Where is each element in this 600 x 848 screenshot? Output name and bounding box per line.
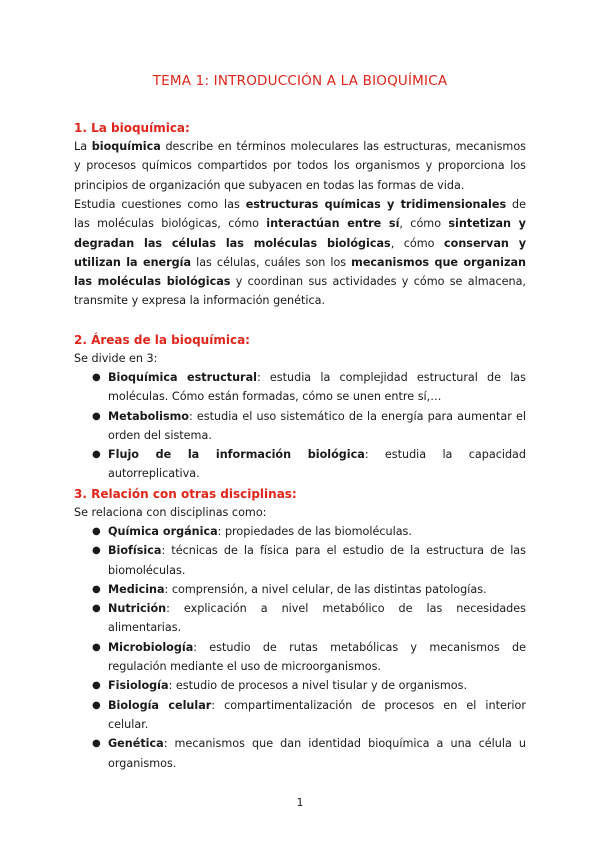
item-text: : propiedades de las biomoléculas. <box>217 525 412 538</box>
item-text: : comprensión, a nivel celular, de las distintas patologías. <box>164 582 487 596</box>
bold-term: bioquímica <box>91 140 161 153</box>
list-item <box>92 541 526 580</box>
bullet-icon: ● <box>92 449 101 461</box>
areas-list <box>92 368 526 484</box>
item-text: : técnicas de la física para el estudio de la estructura de las biomoléculas. <box>108 544 526 577</box>
bold-term: interactúan entre sí <box>266 217 400 231</box>
text-run: describe en términos moleculares las estructuras, mecanismos y procesos químicos compartidos por todos los organismos y proporciona los principios de organización que subyacen en todas las formas de vida. <box>74 140 526 192</box>
bullet-icon: ● <box>92 738 101 750</box>
disciplines-list <box>92 522 526 773</box>
bold-term: Medicina <box>108 582 165 596</box>
item-text: : estudio de rutas metabólicas y mecanismos de regulación mediante el uso de microorganismos. <box>108 640 526 674</box>
bold-term: Metabolismo <box>108 409 189 423</box>
page-title: TEMA 1: INTRODUCCIÓN A LA BIOQUÍMICA <box>152 73 448 89</box>
bold-term: Fisiología <box>108 679 169 693</box>
text-run: de las moléculas biológicas, cómo <box>74 198 527 231</box>
bullet-icon: ● <box>92 410 101 422</box>
bold-term: Biofísica <box>108 544 162 558</box>
bullet-icon: ● <box>92 526 101 537</box>
list-item <box>92 599 526 638</box>
list-item <box>92 734 526 773</box>
bullet-icon: ● <box>92 372 101 383</box>
text-run: Estudia cuestiones como las <box>74 198 246 211</box>
list-item <box>92 445 526 484</box>
bold-term: Genética <box>108 737 164 751</box>
section-heading-bioquimica: 1. La bioquímica: <box>74 121 190 135</box>
bold-term: mecanismos que organizan las moléculas biológicas <box>74 255 526 289</box>
section-intro-relacion: Se relaciona con disciplinas como: <box>74 506 267 519</box>
text-run: y coordinan sus actividades y cómo se almacena, transmite y expresa la información genética. <box>74 275 526 308</box>
bold-term: Nutrición <box>108 602 167 616</box>
item-text: : estudia el uso sistemático de la energía para aumentar el orden del sistema. <box>108 409 526 442</box>
list-item <box>92 696 526 735</box>
bullet-icon: ● <box>92 680 101 692</box>
text-run: las células, cuáles son los <box>191 255 352 269</box>
item-text: : mecanismos que dan identidad bioquímica a una célula u organismos. <box>108 737 526 770</box>
item-text: : estudia la capacidad autorreplicativa. <box>108 448 527 481</box>
list-item <box>92 580 526 599</box>
bold-term: Química orgánica <box>108 525 218 538</box>
bold-term: sintetizan y degradan las células las moléculas biológicas <box>74 217 526 250</box>
page-number: 1 <box>296 796 304 809</box>
bold-term: Microbiología <box>108 640 194 654</box>
text-run: La <box>74 140 92 153</box>
list-item <box>92 407 526 446</box>
bullet-icon: ● <box>92 583 101 595</box>
section-heading-areas: 2. Áreas de la bioquímica: <box>74 333 250 347</box>
bullet-icon: ● <box>92 603 101 615</box>
section-heading-relacion: 3. Relación con otras disciplinas: <box>74 487 297 501</box>
bullet-icon: ● <box>92 699 101 711</box>
list-item <box>92 638 526 677</box>
list-item <box>92 522 526 541</box>
section-intro-areas: Se divide en 3: <box>74 352 158 365</box>
item-text: : estudia la complejidad estructural de las moléculas. Cómo están formadas, cómo se unen entre sí,… <box>108 371 526 404</box>
text-run: , cómo <box>399 217 449 231</box>
bold-term: conservan y utilizan la energía <box>74 236 527 269</box>
bold-term: Bioquímica estructural <box>108 371 257 384</box>
bullet-icon: ● <box>92 641 101 653</box>
list-item <box>92 676 526 695</box>
bold-term: Flujo de la información biológica <box>108 448 365 462</box>
item-text: : compartimentalización de procesos en el interior celular. <box>108 698 526 731</box>
text-run: , cómo <box>390 236 445 250</box>
paragraph-studies <box>74 195 526 311</box>
bold-term: estructuras químicas y tridimensionales <box>245 198 507 211</box>
paragraph-definition <box>74 137 526 195</box>
list-item <box>92 368 526 407</box>
bold-term: Biología celular <box>108 698 212 712</box>
bullet-icon: ● <box>92 545 101 557</box>
item-text: : explicación a nivel metabólico de las necesidades alimentarias. <box>108 602 526 635</box>
item-text: : estudio de procesos a nivel tisular y de organismos. <box>168 679 468 693</box>
